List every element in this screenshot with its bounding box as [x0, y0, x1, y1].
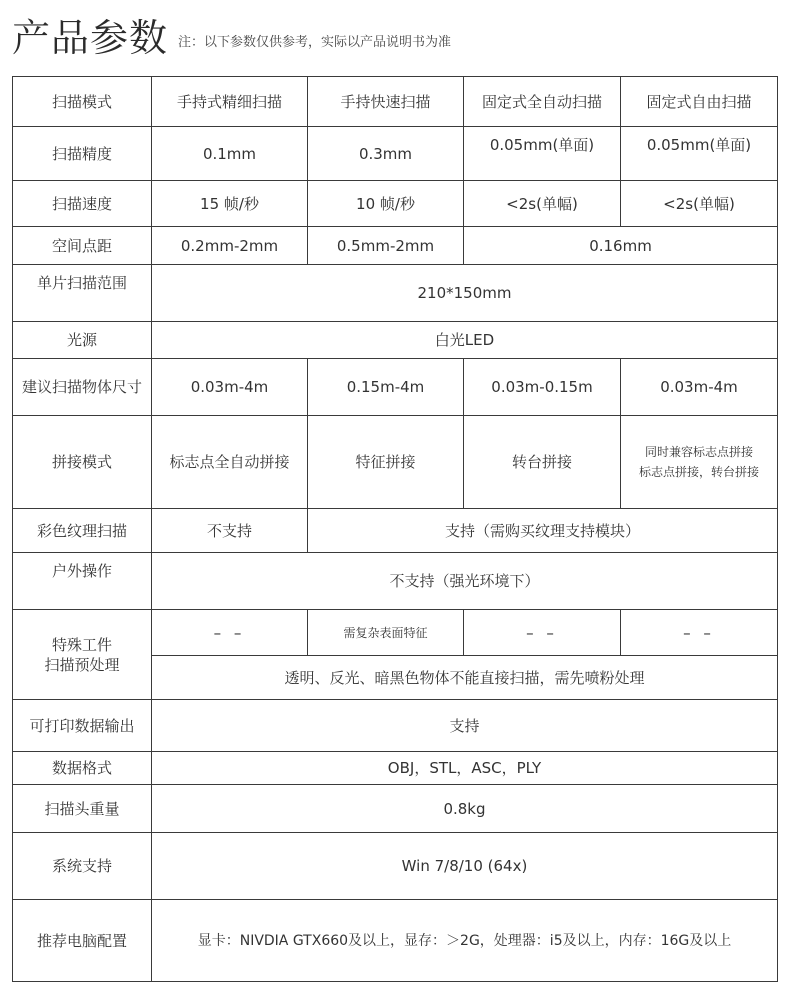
table-cell: 0.8kg	[152, 785, 778, 833]
table-cell: 0.1mm	[152, 127, 308, 181]
table-cell: 手持快速扫描	[308, 77, 464, 127]
table-cell: – –	[464, 610, 621, 656]
table-cell: 不支持	[152, 509, 308, 553]
table-cell: 0.15m-4m	[308, 359, 464, 416]
table-cell: 支持（需购买纹理支持模块）	[308, 509, 778, 553]
row-label: 扫描头重量	[13, 785, 152, 833]
row-label	[13, 610, 152, 700]
row-label: 户外操作	[13, 553, 152, 610]
table-cell: – –	[621, 610, 778, 656]
table-row	[13, 359, 778, 416]
table-cell: <2s(单幅)	[621, 181, 778, 227]
table-row	[13, 181, 778, 227]
table-row	[13, 785, 778, 833]
table-cell: 0.05mm(单面)	[464, 127, 621, 181]
table-row	[13, 265, 778, 322]
table-cell: 标志点全自动拼接	[152, 416, 308, 509]
table-row	[13, 900, 778, 982]
table-row	[13, 127, 778, 181]
row-label: 数据格式	[13, 752, 152, 785]
disclaimer-note: 注：以下参数仅供参考，实际以产品说明书为准	[178, 35, 452, 50]
table-cell: 210*150mm	[152, 265, 778, 322]
label-line: 扫描预处理	[44, 655, 120, 674]
table-cell: 0.03m-4m	[152, 359, 308, 416]
label-line: 特殊工件	[51, 635, 112, 654]
table-cell: 固定式全自动扫描	[464, 77, 621, 127]
table-cell: 0.2mm-2mm	[152, 227, 308, 265]
row-label: 可打印数据输出	[13, 700, 152, 752]
cell-line: 同时兼容标志点拼接	[644, 445, 753, 459]
row-label: 单片扫描范围	[13, 265, 152, 322]
row-label: 扫描精度	[13, 127, 152, 181]
table-cell: 手持式精细扫描	[152, 77, 308, 127]
table-cell: 0.05mm(单面)	[621, 127, 778, 181]
page-title: 产品参数	[12, 16, 169, 60]
table-row	[13, 610, 778, 656]
table-row	[13, 322, 778, 359]
row-label: 推荐电脑配置	[13, 900, 152, 982]
table-cell: 10 帧/秒	[308, 181, 464, 227]
cell-line: 标志点拼接，转台拼接	[638, 465, 759, 479]
table-cell: <2s(单幅)	[464, 181, 621, 227]
table-cell: 0.03m-0.15m	[464, 359, 621, 416]
table-cell	[621, 416, 778, 509]
table-cell: 0.3mm	[308, 127, 464, 181]
spec-table	[12, 76, 778, 982]
row-label: 系统支持	[13, 833, 152, 900]
table-cell: Win 7/8/10 (64x)	[152, 833, 778, 900]
table-cell: – –	[152, 610, 308, 656]
row-label: 拼接模式	[13, 416, 152, 509]
table-cell: 15 帧/秒	[152, 181, 308, 227]
table-row	[13, 553, 778, 610]
table-row	[13, 752, 778, 785]
row-label: 空间点距	[13, 227, 152, 265]
table-row	[13, 416, 778, 509]
table-cell: 转台拼接	[464, 416, 621, 509]
page-header	[12, 8, 451, 62]
table-row	[13, 227, 778, 265]
table-cell: 显卡：NIVDIA GTX660及以上，显存：＞2G，处理器：i5及以上，内存：16G及以上	[152, 900, 778, 982]
row-label: 建议扫描物体尺寸	[13, 359, 152, 416]
row-label: 光源	[13, 322, 152, 359]
row-label: 扫描模式	[13, 77, 152, 127]
table-row	[13, 77, 778, 127]
table-cell: 0.16mm	[464, 227, 778, 265]
table-cell: 固定式自由扫描	[621, 77, 778, 127]
table-cell: 不支持（强光环境下）	[152, 553, 778, 610]
table-row	[13, 509, 778, 553]
table-cell: 0.5mm-2mm	[308, 227, 464, 265]
table-cell: 特征拼接	[308, 416, 464, 509]
table-cell: OBJ，STL，ASC，PLY	[152, 752, 778, 785]
table-row	[13, 833, 778, 900]
table-cell: 0.03m-4m	[621, 359, 778, 416]
table-row	[13, 700, 778, 752]
table-cell: 透明、反光、暗黑色物体不能直接扫描，需先喷粉处理	[152, 656, 778, 700]
table-cell: 白光LED	[152, 322, 778, 359]
table-cell: 支持	[152, 700, 778, 752]
table-cell: 需复杂表面特征	[308, 610, 464, 656]
row-label: 彩色纹理扫描	[13, 509, 152, 553]
row-label: 扫描速度	[13, 181, 152, 227]
